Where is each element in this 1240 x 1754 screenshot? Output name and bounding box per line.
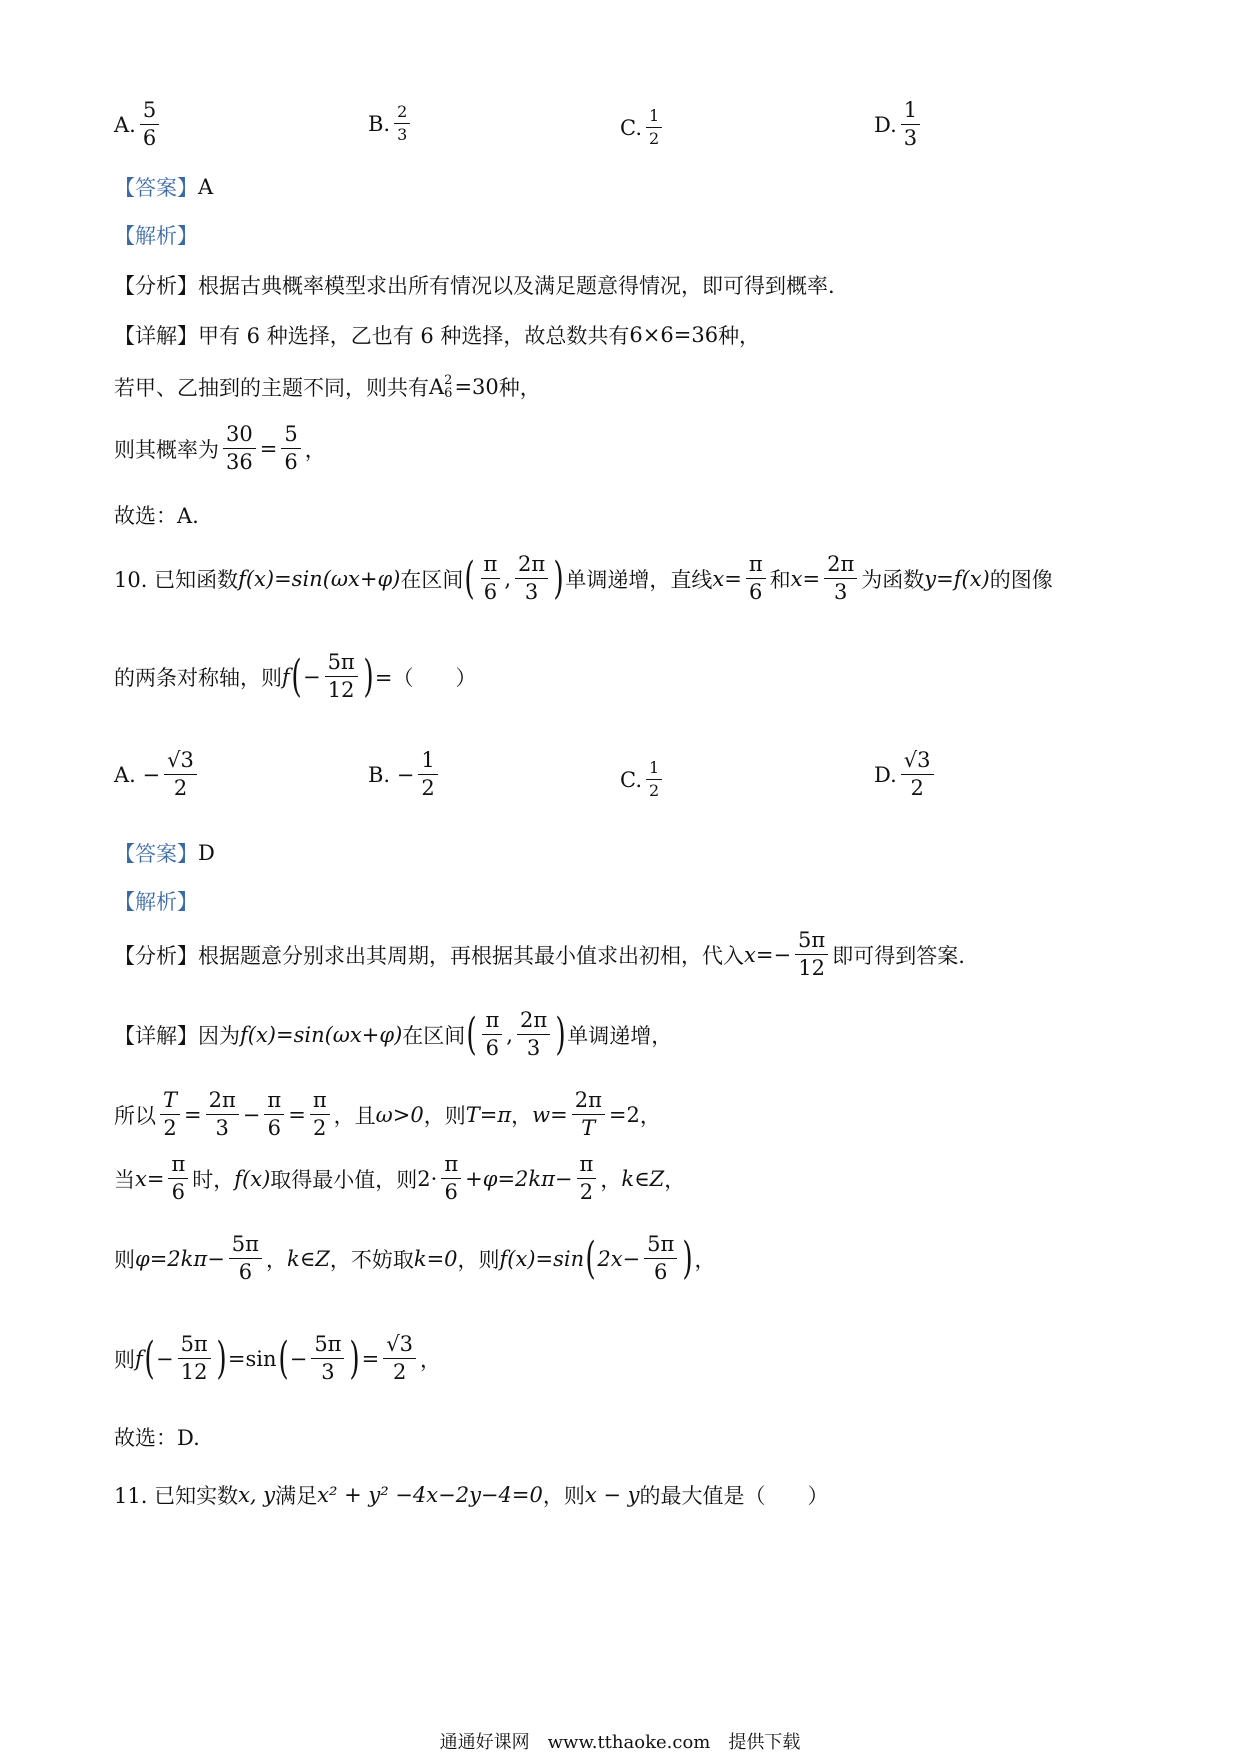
minus: − [302, 664, 321, 689]
fraction [311, 1334, 344, 1383]
denominator: 6 [142, 126, 157, 150]
text: 若甲、乙抽到的主题不同，则共有 [114, 376, 429, 400]
numerator: π [168, 1154, 188, 1179]
math: x= [790, 566, 821, 591]
text: 在区间 [402, 1023, 466, 1048]
denominator: 2 [649, 781, 660, 800]
option-fraction [164, 750, 197, 799]
denominator: 2 [649, 129, 660, 148]
math-supsub [444, 374, 452, 400]
text: 的最大值是（ ） [639, 1484, 829, 1508]
option-label: B. [368, 762, 391, 787]
text: 所以 [114, 1103, 156, 1128]
q10-xiangjie-line1: 【详解】 因为 f(x)=sin(ωx+φ) 在区间 ( $\frac{\pi}{6}$ , $\frac{2\pi}{3}$ ) 单调递增， [114, 1008, 673, 1060]
fraction [281, 424, 300, 473]
numerator: 1 [901, 100, 920, 125]
numerator: 5 [281, 424, 300, 449]
text: 则 [114, 1247, 135, 1272]
fraction [383, 1334, 416, 1383]
q9-option-a [114, 100, 163, 149]
text: 根据题意分别求出其周期，再根据其最小值求出初相，代入 [198, 943, 744, 968]
math-eq: =30 [454, 375, 499, 399]
text: 即可得到答案. [832, 943, 965, 968]
option-fraction [418, 750, 437, 799]
numerator: 2π [517, 1010, 550, 1035]
fraction [517, 1010, 550, 1059]
math: T=π [465, 1102, 512, 1127]
option-label: C. [620, 767, 642, 792]
fraction [482, 1010, 502, 1059]
numerator: 5 [140, 100, 159, 125]
q10-option-c [620, 760, 666, 799]
paren-close: ) [553, 552, 564, 604]
fraction [325, 652, 358, 701]
numerator: 5π [795, 930, 828, 955]
text: ， [420, 1347, 442, 1372]
page-footer: 通通好课网 www.tthaoke.com 提供下载 [439, 1732, 801, 1753]
numerator: 2π [206, 1090, 239, 1115]
denominator: 2 [163, 1116, 177, 1140]
fraction [515, 554, 548, 603]
text: 种， [498, 376, 541, 400]
q10-jiexi [114, 886, 198, 916]
math: f(x)=sin(ωx+φ) [240, 1022, 403, 1047]
fraction [206, 1090, 239, 1139]
numerator: 2 [394, 104, 410, 124]
fraction [644, 1234, 677, 1283]
math: x − y [584, 1483, 640, 1507]
fraction [795, 930, 828, 979]
q9-fenxi [114, 270, 835, 300]
option-fraction [394, 104, 410, 143]
text: 为函数 [861, 567, 925, 592]
math: =sin [227, 1346, 277, 1371]
conclusion-text: 故选：A. [114, 504, 199, 528]
text: ， [304, 437, 326, 462]
denominator: 12 [798, 956, 825, 980]
text: 满足 [275, 1484, 318, 1508]
paren-open: ( [277, 1332, 289, 1384]
text: ，不妨取 [329, 1247, 414, 1272]
denominator: 3 [833, 580, 848, 604]
fenxi-tag: 【分析】 [114, 943, 198, 968]
minus: − [155, 1346, 174, 1371]
text: 甲有 6 种选择，乙也有 6 种选择，故总数共有 [198, 324, 630, 348]
denominator: 3 [397, 125, 408, 144]
q9-conclusion [114, 500, 199, 530]
numerator: 5π [229, 1234, 262, 1259]
paren-open: ( [144, 1332, 155, 1384]
denominator: 36 [226, 450, 253, 474]
numerator: 2π [572, 1090, 605, 1115]
math: x, y [238, 1483, 276, 1507]
numerator: π [481, 554, 501, 579]
text: 则其概率为 [114, 437, 219, 462]
denominator: 3 [526, 1036, 541, 1060]
math: 6×6=36 [629, 323, 719, 347]
text: 的图像 [989, 567, 1053, 592]
math: x² + y² −4x−2y−4=0 [317, 1483, 543, 1507]
math: ω>0 [375, 1102, 424, 1127]
text: ，且 [333, 1103, 376, 1128]
sign: − [396, 762, 415, 787]
math: f [135, 1346, 143, 1371]
q9-xiangjie-line2 [114, 372, 541, 402]
sup: 2 [444, 373, 453, 388]
q10-fenxi [114, 930, 965, 979]
fraction [229, 1234, 262, 1283]
numerator: 5π [311, 1334, 344, 1359]
numerator: 1 [646, 108, 662, 128]
denominator: 12 [180, 1360, 208, 1384]
option-label: D. [874, 112, 897, 137]
math: y=f(x) [924, 566, 990, 591]
text: ，则 [457, 1247, 500, 1272]
text: 在区间 [400, 567, 464, 592]
denominator: 6 [284, 450, 298, 474]
math: f [282, 664, 290, 689]
q10-xiangjie-line4 [114, 1234, 715, 1283]
paren-close: ) [216, 1332, 227, 1384]
denominator: 3 [903, 126, 918, 150]
equals: = [259, 436, 278, 461]
numerator: √3 [901, 750, 934, 775]
option-fraction [140, 100, 159, 149]
denominator: 2 [313, 1116, 327, 1140]
fraction [577, 1154, 597, 1203]
text: ，则 [542, 1484, 585, 1508]
fraction [572, 1090, 605, 1139]
denominator: 6 [267, 1116, 281, 1140]
fraction [160, 1090, 180, 1139]
fraction [746, 554, 766, 603]
fraction [178, 1334, 211, 1383]
fraction [310, 1090, 330, 1139]
fenxi-tag: 【分析】 [114, 274, 198, 298]
math: f(x) [234, 1166, 271, 1191]
math: k∈Z [621, 1166, 665, 1191]
option-fraction [901, 750, 934, 799]
numerator: 2π [515, 554, 548, 579]
numerator: π [310, 1090, 330, 1115]
math: φ=2kπ− [135, 1246, 225, 1271]
paren-open: ( [466, 1008, 478, 1060]
fraction [223, 424, 256, 473]
numerator: π [264, 1090, 284, 1115]
q9-option-b [368, 104, 414, 143]
numerator: √3 [164, 750, 197, 775]
q9-answer [114, 172, 213, 202]
jiexi-tag: 【解析】 [114, 224, 198, 248]
numerator: π [746, 554, 766, 579]
text: ， [639, 1103, 661, 1128]
numerator: 1 [418, 750, 437, 775]
q9-xiangjie-line3 [114, 424, 326, 473]
q10-stem-line2 [114, 652, 477, 701]
numerator: 5π [644, 1234, 677, 1259]
text: 时， [192, 1167, 235, 1192]
math: f(x)=sin(ωx+φ) [238, 566, 401, 591]
fraction [824, 554, 857, 603]
text: 取得最小值，则 [270, 1167, 418, 1192]
q9-jiexi [114, 220, 198, 250]
text: =（ ） [374, 665, 477, 690]
option-fraction [901, 100, 920, 149]
denominator: 6 [444, 1180, 458, 1204]
q10-option-a [114, 750, 201, 799]
option-label: C. [620, 115, 642, 140]
text: 和 [769, 567, 791, 592]
denominator: 6 [654, 1260, 668, 1284]
fraction [481, 554, 501, 603]
denominator: 6 [749, 580, 763, 604]
fraction [264, 1090, 284, 1139]
fenxi-text: 根据古典概率模型求出所有情况以及满足题意得情况，即可得到概率. [198, 274, 835, 298]
minus: − [289, 1346, 308, 1371]
q9-option-d [874, 100, 924, 149]
denominator: 3 [321, 1360, 335, 1384]
paren-open: ( [291, 650, 302, 702]
xiangjie-tag: 【详解】 [114, 324, 198, 348]
math: x=− [744, 942, 792, 967]
q10-option-b [368, 750, 442, 799]
text: ， [664, 1167, 686, 1192]
denominator: 2 [910, 776, 924, 800]
answer-tag: 【答案】 [114, 176, 198, 200]
option-label: A. [114, 112, 136, 137]
denominator: 6 [171, 1180, 186, 1204]
math: k∈Z [286, 1246, 330, 1271]
equals: = [361, 1346, 380, 1371]
math: +φ=2kπ− [465, 1166, 573, 1191]
text: ， [511, 1103, 533, 1128]
numerator: 2π [824, 554, 857, 579]
jiexi-tag: 【解析】 [114, 890, 198, 914]
paren-close: ) [349, 1332, 361, 1384]
answer-tag: 【答案】 [114, 842, 198, 866]
answer-value: D [198, 841, 215, 865]
text: 10. 已知函数 [114, 567, 239, 592]
text: 的两条对称轴，则 [114, 665, 282, 690]
text: ，则 [423, 1103, 466, 1128]
math: k=0 [413, 1246, 458, 1271]
denominator: 6 [485, 1036, 500, 1060]
paren-open: ( [464, 552, 476, 604]
xiangjie-tag: 【详解】 [114, 1023, 198, 1048]
text: 种， [718, 324, 761, 348]
q10-answer [114, 838, 215, 868]
q11-stem [114, 1480, 829, 1510]
denominator: 12 [327, 678, 355, 702]
sign: − [142, 762, 161, 787]
math: w= [532, 1102, 568, 1127]
math-a: A [429, 375, 445, 399]
q10-stem-line1: 10. 已知函数 f(x)=sin(ωx+φ) 在区间 ( $\frac{\pi}{6}$ , $\frac{2\pi}{3}$ ) 单调递增，直线 x= $\frac{\pi}{6}$ 和 x= $\frac{2\pi}{3}$ 为函数 y=f(x) 的图像 [114, 552, 1053, 604]
fraction [441, 1154, 461, 1203]
text: ， [600, 1167, 622, 1192]
text: 单调递增， [567, 1023, 673, 1048]
numerator: π [482, 1010, 502, 1035]
paren-close: ) [682, 1232, 694, 1284]
text: 则 [114, 1347, 135, 1372]
denominator: 2 [421, 776, 435, 800]
denominator: 2 [173, 776, 188, 800]
q10-xiangjie-line2: 所以 $\frac{T}{2}$ = $\frac{2\pi}{3}$ − $\frac{\pi}{6}$ = $\frac{\pi}{2}$ ，且 ω>0 ，则 T=π ， w= $\frac{2\pi}{T}$ =2 ， [114, 1088, 661, 1140]
denominator: 3 [524, 580, 539, 604]
numerator: 1 [646, 760, 662, 780]
math: x= [135, 1166, 165, 1191]
q10-xiangjie-line5 [114, 1334, 441, 1383]
numerator: √3 [383, 1334, 416, 1359]
numerator: 5π [178, 1334, 211, 1359]
option-label: B. [368, 111, 391, 136]
math: x= [712, 566, 742, 591]
conclusion-text: 故选：D. [114, 1426, 200, 1450]
option-label: D. [874, 762, 897, 787]
numerator: 5π [325, 652, 358, 677]
answer-value: A [198, 175, 214, 199]
q10-conclusion [114, 1422, 200, 1452]
numerator: 30 [223, 424, 256, 449]
denominator: 6 [238, 1260, 253, 1284]
paren-close: ) [363, 650, 374, 702]
q10-option-d [874, 750, 938, 799]
text: ， [265, 1247, 287, 1272]
option-label: A. [114, 762, 136, 787]
numerator: π [441, 1154, 461, 1179]
option-fraction [646, 760, 662, 799]
text: 因为 [198, 1023, 240, 1048]
math: =2 [608, 1102, 640, 1127]
q9-xiangjie-line1 [114, 320, 760, 350]
text: ， [694, 1247, 716, 1272]
option-fraction [646, 108, 662, 147]
paren-close: ) [555, 1008, 566, 1060]
denominator: T [581, 1116, 596, 1140]
text: 单调递增，直线 [565, 567, 713, 592]
q9-option-c [620, 108, 666, 147]
q10-xiangjie-line3 [114, 1154, 685, 1203]
math: 2· [417, 1166, 438, 1191]
text: 11. 已知实数 [114, 1484, 239, 1508]
numerator: π [577, 1154, 597, 1179]
math: f(x)=sin [499, 1246, 585, 1271]
denominator: 2 [579, 1180, 594, 1204]
numerator: T [160, 1090, 180, 1115]
sub: 6 [444, 386, 453, 401]
paren-open: ( [585, 1232, 596, 1284]
text: 当 [114, 1167, 135, 1192]
math: 2x− [597, 1246, 641, 1271]
fraction [168, 1154, 188, 1203]
denominator: 2 [392, 1360, 407, 1384]
denominator: 6 [483, 580, 498, 604]
denominator: 3 [215, 1116, 229, 1140]
